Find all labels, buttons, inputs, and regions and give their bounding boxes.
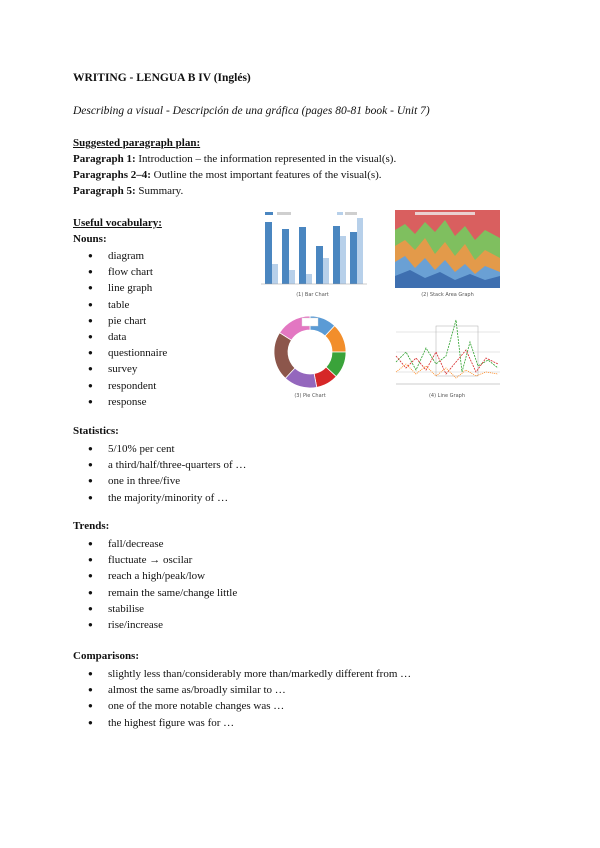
comparisons-list (88, 666, 411, 731)
list-item: ● table (88, 297, 167, 313)
plan-line-2 (73, 169, 382, 181)
vocab-heading: Useful vocabulary: (73, 217, 162, 229)
list-item: ● 5/10% per cent (88, 441, 246, 457)
bar (299, 227, 306, 284)
list-item: ● the majority/minority of … (88, 490, 246, 506)
list-item: ● almost the same as/broadly similar to … (88, 682, 411, 698)
list-item: ● remain the same/change little (88, 585, 237, 601)
document-title: WRITING - LENGUA B IV (Inglés) (73, 72, 251, 84)
list-item: ● questionnaire (88, 345, 167, 361)
figure-caption-4: (4) Line Graph (428, 393, 466, 399)
list-item: ● slightly less than/considerably more than/markedly different from … (88, 666, 411, 682)
bar-chart-figure (255, 210, 370, 290)
bar (289, 270, 295, 284)
plan-line-text: Outline the most important features of the visual(s). (150, 169, 382, 181)
donut-slices (274, 316, 346, 388)
list-item: ● respondent (88, 378, 167, 394)
bar (333, 226, 340, 284)
list-item: ● one in three/five (88, 473, 246, 489)
list-item: ● survey (88, 361, 167, 377)
bar (323, 258, 329, 284)
legend-swatch (265, 212, 273, 215)
list-item: ● flow chart (88, 264, 167, 280)
list-item: ● fluctuate → oscilar (88, 552, 237, 568)
list-item: ● the highest figure was for … (88, 715, 411, 731)
list-item: ● pie chart (88, 313, 167, 329)
legend-text-placeholder (277, 212, 291, 215)
donut-chart-figure (270, 312, 350, 392)
stacked-area-figure (395, 210, 500, 288)
list-item: ● stabilise (88, 601, 237, 617)
plan-line-1 (73, 153, 396, 165)
nouns-heading: Nouns: (73, 233, 107, 245)
donut-label-box (302, 318, 318, 326)
plan-line-text: Summary. (135, 185, 184, 197)
plan-line-label: Paragraph 1: (73, 153, 136, 165)
statistics-heading: Statistics: (73, 425, 119, 437)
list-item: ● fall/decrease (88, 536, 237, 552)
plan-heading: Suggested paragraph plan: (73, 137, 201, 149)
bar (316, 246, 323, 284)
bar (282, 229, 289, 284)
figure-caption-2: (2) Stack Area Graph (421, 292, 474, 298)
bar (306, 274, 312, 284)
document-subtitle: Describing a visual - Descripción de una gráfica (pages 80-81 book - Unit 7) (73, 105, 430, 117)
list-item: ● response (88, 394, 167, 410)
list-item: ● reach a high/peak/low (88, 568, 237, 584)
list-item: ● line graph (88, 280, 167, 296)
bar (350, 232, 357, 284)
nouns-list (88, 248, 167, 410)
figure-caption-1: (1) Bar Chart (296, 292, 329, 298)
bar (357, 218, 363, 284)
plan-line-label: Paragraphs 2–4: (73, 169, 151, 181)
legend-text-placeholder (345, 212, 357, 215)
legend-swatch (337, 212, 343, 215)
bar (265, 222, 272, 284)
plan-line-label: Paragraph 5: (73, 185, 136, 197)
list-item: ● one of the more notable changes was … (88, 698, 411, 714)
trends-heading: Trends: (73, 520, 110, 532)
statistics-list (88, 441, 246, 506)
list-item: ● data (88, 329, 167, 345)
line-graph-figure (392, 312, 502, 392)
figure-caption-3: (3) Pie Chart (294, 393, 326, 399)
list-item: ● rise/increase (88, 617, 237, 633)
plan-line-3 (73, 185, 183, 197)
bar (272, 264, 278, 284)
list-item: ● a third/half/three-quarters of … (88, 457, 246, 473)
list-item: ● diagram (88, 248, 167, 264)
trends-list (88, 536, 237, 633)
bar (340, 236, 346, 284)
comparisons-heading: Comparisons: (73, 650, 140, 662)
plan-line-text: Introduction – the information represented in the visual(s). (135, 153, 397, 165)
legend-placeholder (415, 212, 475, 215)
